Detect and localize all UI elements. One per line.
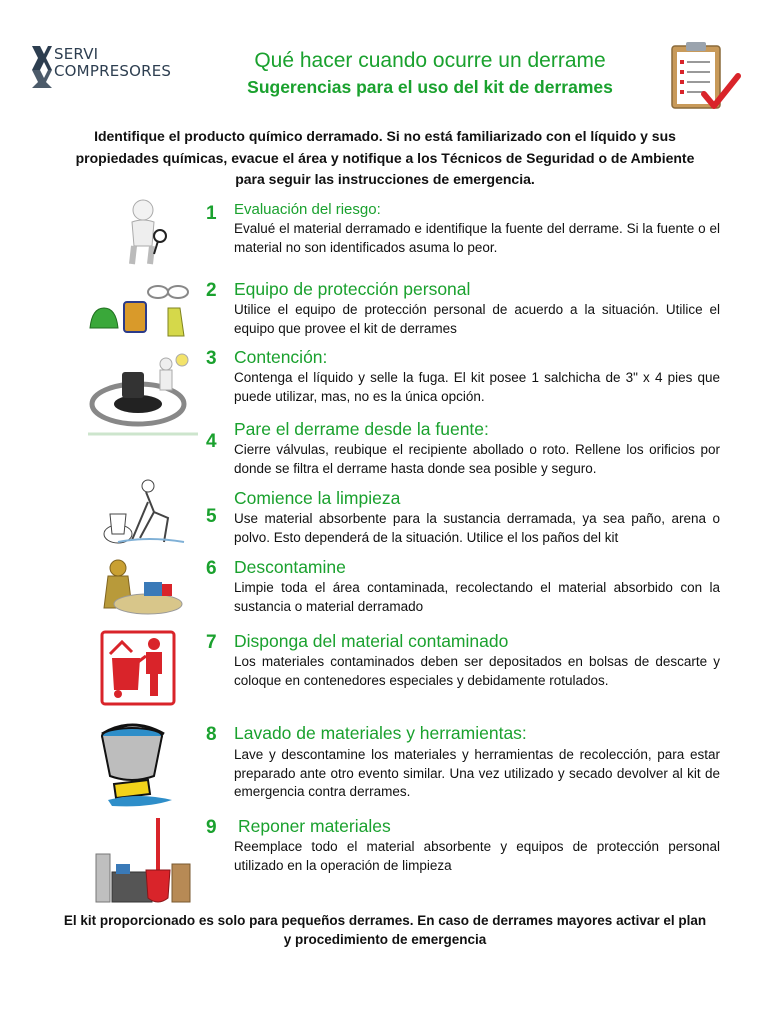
intro-paragraph: Identifique el producto químico derramado. Si no está familiarizado con el líquido y sus propiedades químicas, evacue el área y notifique a los Técnicos de Seguridad o de Ambiente para seguir las instrucciones de emergencia. xyxy=(75,128,695,187)
main-title: Qué hacer cuando ocurre un derrame xyxy=(254,49,606,72)
waste-disposal-sign-icon xyxy=(88,630,198,706)
step-heading: Evaluación del riesgo: xyxy=(234,201,381,218)
footer-note: El kit proporcionado es solo para pequeños derrames. En caso de derrames mayores activar el plan y procedimiento de emergencia xyxy=(63,913,707,947)
step-text: Los materiales contaminados deben ser depositados en bolsas de descarte y coloque en contenedores especiales y debidamente rotulados. xyxy=(234,654,720,688)
cleaning-worker-icon xyxy=(88,478,198,546)
logo-line-1: SERVI xyxy=(54,45,99,63)
worker-magnifier-icon xyxy=(88,198,198,266)
step-text: Lave y descontamine los materiales y herramientas de recolección, para estar preparado ante otro evento similar. Una vez utilizado y secado devolver al kit de emergencia contra derrames. xyxy=(234,747,720,799)
step-number: 7 xyxy=(206,632,217,653)
bucket-sponge-icon xyxy=(88,722,198,808)
step-heading: Lavado de materiales y herramientas: xyxy=(234,723,527,743)
step-text: Evalué el material derramado e identifique la fuente del derrame. Si la fuente o el material no son identificados asuma lo peor. xyxy=(234,221,720,255)
step-text: Use material absorbente para la sustancia derramada, ya sea paño, arena o polvo. Esto dependerá de la situación. Utilice el los paños del kit xyxy=(234,511,720,545)
clipboard-checklist-icon xyxy=(664,40,742,114)
logo-mark-icon xyxy=(30,44,54,88)
step-number: 5 xyxy=(206,506,217,527)
step-text: Reemplace todo el material absorbente y equipos de protección personal utilizado en la operación de limpieza xyxy=(234,839,720,873)
step-number: 1 xyxy=(206,203,217,224)
step-heading: Equipo de protección personal xyxy=(234,279,471,299)
step-text: Limpie toda el área contaminada, recolectando el material absorbido con la sustancia o material derramado xyxy=(234,580,720,614)
step-number: 4 xyxy=(206,431,217,452)
step-heading: Descontamine xyxy=(234,557,346,577)
step-heading: Pare el derrame desde la fuente: xyxy=(234,419,489,439)
document-title xyxy=(200,48,660,100)
subtitle: Sugerencias para el uso del kit de derrames xyxy=(247,77,613,97)
containment-boom-icon xyxy=(88,346,198,438)
step-text: Contenga el líquido y selle la fuga. El kit posee 1 salchicha de 3" x 4 pies que puede utilizar, mas, no es la única opción. xyxy=(234,370,720,404)
step-number: 3 xyxy=(206,348,217,369)
step-heading: Disponga del material contaminado xyxy=(234,631,509,651)
step-heading: Reponer materiales xyxy=(238,816,391,836)
step-heading: Comience la limpieza xyxy=(234,488,401,508)
step-number: 6 xyxy=(206,558,217,579)
step-text: Cierre válvulas, reubique el recipiente abollado o roto. Rellene los orificios por donde se filtra el derrame hasta donde sea posible y seguro. xyxy=(234,442,720,476)
step-number: 9 xyxy=(206,817,217,838)
ppe-equipment-icon xyxy=(88,278,198,340)
logo-line-2: COMPRESORES xyxy=(54,62,172,80)
servi-compresores-logo xyxy=(30,44,170,90)
step-text: Utilice el equipo de protección personal de acuerdo a la situación. Utilice el equipo que provee el kit de derrames xyxy=(234,302,720,336)
spill-kit-shovel-icon xyxy=(88,814,198,908)
step-number: 8 xyxy=(206,724,217,745)
decontamination-icon xyxy=(88,556,198,618)
step-number: 2 xyxy=(206,280,217,301)
step-heading: Contención: xyxy=(234,347,328,367)
